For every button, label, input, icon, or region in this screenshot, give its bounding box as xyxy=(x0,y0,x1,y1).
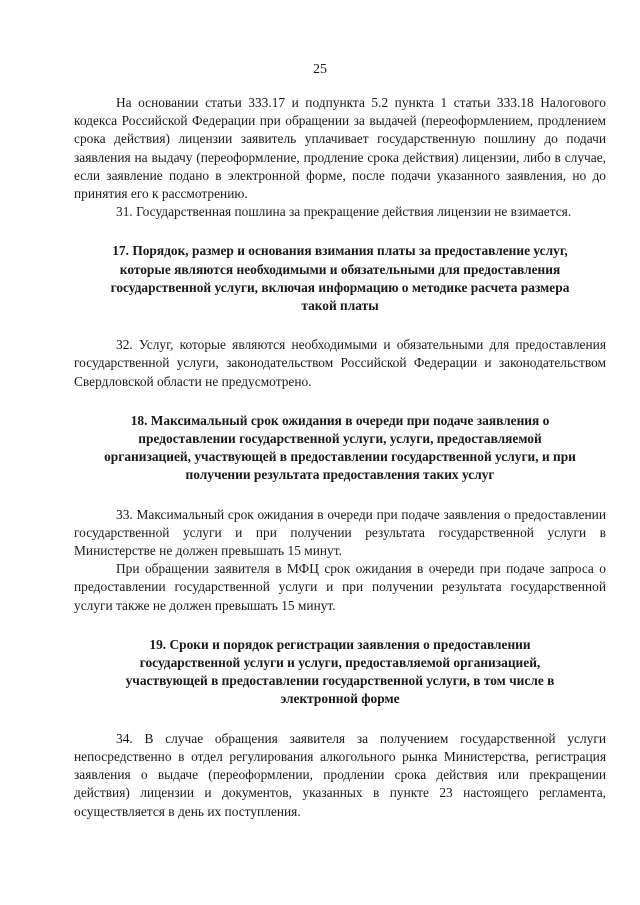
paragraph-31: 31. Государственная пошлина за прекращение действия лицензии не взимается. xyxy=(116,204,572,220)
paragraph-state-duty-payment: На основании статьи 333.17 и подпункта 5.2 пункта 1 статьи 333.18 Налогового кодекса Российской Федерации при обращении за выдачей (переоформлением, продлением срока действия) лицензии заявитель уплачивает государственную пошлину до подачи заявления на выдачу (переоформление, продление срока действия) лицензии, либо в случае, если заявление подано в электронной форме, после подачи указанного заявления, но до принятия его к рассмотрению. xyxy=(74,95,606,202)
paragraph-33: 33. Максимальный срок ожидания в очереди при подаче заявления о предоставлении государственной услуги и при получении результата государственной услуги в Министерстве не должен превышать 15 минут. xyxy=(74,506,606,559)
paragraph-32: 32. Услуг, которые являются необходимыми и обязательными для предоставления государственной услуги, законодательством Российской Федерации и законодательством Свердловской области не предусмотрено. xyxy=(74,337,606,389)
page-number: 25 xyxy=(313,62,327,77)
section-heading-19: 19. Сроки и порядок регистрации заявления о предоставлении государственной услуги и услуги, предоставляемой организацией, участвующей в предоставлении государственной услуги, в том числе в электронной форме xyxy=(125,636,555,707)
paragraph-34: 34. В случае обращения заявителя за получением государственной услуги непосредственно в отдел регулирования алкогольного рынка Министерства, регистрация заявления о выдаче (переоформлении, продлении срока действия или прекращении действия) лицензии и документов, указанных в пункте 23 настоящего регламента, осуществляется в день их поступления. xyxy=(74,730,606,819)
section-heading-18: 18. Максимальный срок ожидания в очереди при подаче заявления о предоставлении государственной услуги, услуги, предоставляемой организацией, участвующей в предоставлении государственной услуги, и при получении результата предоставления таких услуг xyxy=(104,412,576,483)
section-heading-17: 17. Порядок, размер и основания взимания платы за предоставление услуг, которые являются необходимыми и обязательными для предоставления государственной услуги, включая информацию о методике расчета размера такой платы xyxy=(110,243,570,314)
page-content xyxy=(74,94,606,821)
paragraph-mfc-queue: При обращении заявителя в МФЦ срок ожидания в очереди при подаче запроса о предоставлении государственной услуги и при получении результата государственной услуги также не должен превышать 15 минут. xyxy=(74,561,606,613)
